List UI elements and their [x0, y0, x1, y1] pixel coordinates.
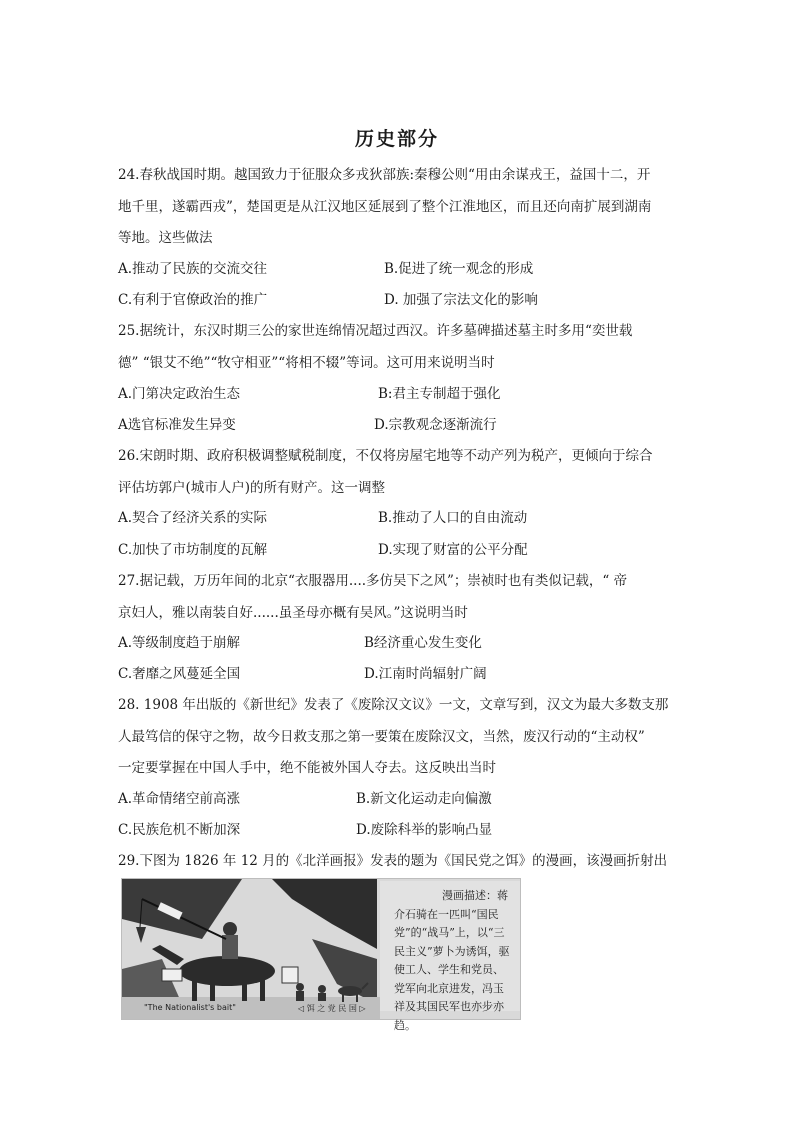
question-line: 人最笃信的保守之物，故今日救支那之第一要策在废除汉文，当然，废汉行动的“主动权”	[118, 728, 645, 745]
option-a[interactable]: A.契合了经济关系的实际	[118, 510, 268, 526]
option-c[interactable]: C.加快了市坊制度的瓦解	[118, 542, 268, 558]
question-25	[118, 316, 678, 379]
option-b[interactable]: B.新文化运动走向偏激	[356, 791, 492, 807]
options-row	[118, 503, 678, 535]
question-line: 26.宋朗时期、政府积极调整赋税制度，不仅将房屋宅地等不动产列为税产，更倾向于综合	[118, 448, 653, 464]
question-line: 评估坊郭户(城市人户)的所有财产。这一调整	[118, 479, 386, 496]
option-b[interactable]: B:君主专制超于强化	[378, 386, 501, 402]
question-line: 27.据记载，万历年间的北京“衣服器用....多仿吴下之风”；崇祯时也有类似记载，“ 帝	[118, 573, 628, 589]
options-row	[118, 379, 678, 411]
option-b[interactable]: B.推动了人口的自由流动	[378, 510, 528, 526]
options-row	[118, 535, 678, 567]
question-29	[118, 846, 678, 878]
options-row	[118, 254, 678, 286]
question-line: 德” “银艾不绝”“牧守相亚”“将相不辍”等词。这可用来说明当时	[118, 354, 495, 371]
chinese-caption: ◁ 饵 之 党 民 国 ▷	[298, 1004, 366, 1013]
option-c[interactable]: A选官标准发生异变	[118, 417, 236, 433]
question-line: 一定要掌握在中国人手中，绝不能被外国人夺去。这反映出当时	[118, 760, 496, 776]
question-line: 等地。这些做法	[118, 230, 213, 246]
options-row	[118, 784, 678, 816]
option-b[interactable]: B.促进了统一观念的形成	[384, 261, 534, 277]
question-line: 29.下图为 1826 年 12 月的《北洋画报》发表的题为《国民党之饵》的漫画，该漫画折射出	[118, 853, 668, 869]
question-line: 24.春秋战国时期。越国致力于征服众多戎狄部族:秦穆公则“用由余谋戎王，益国十二，开	[118, 167, 651, 183]
option-d[interactable]: D.实现了财富的公平分配	[378, 542, 528, 558]
question-line: 京妇人，雅以南装自好......虽圣母亦概有吴风。”这说明当时	[118, 604, 468, 621]
question-line: 地千里，遂霸西戎”，楚国更是从江汉地区延展到了整个江淮地区，而且还向南扩展到湖南	[118, 198, 652, 215]
option-d[interactable]: D.宗教观念逐渐流行	[374, 417, 497, 433]
cartoon-image	[121, 878, 521, 1032]
options-row	[118, 285, 678, 317]
option-a[interactable]: A.革命情绪空前高涨	[118, 791, 241, 807]
option-a[interactable]: A.推动了民族的交流交往	[118, 261, 268, 277]
options-row	[118, 815, 678, 847]
question-26	[118, 441, 678, 504]
option-c[interactable]: C.奢靡之风蔓延全国	[118, 666, 241, 682]
question-28	[118, 690, 678, 785]
option-d[interactable]: D.废除科举的影响凸显	[356, 822, 493, 838]
options-row	[118, 628, 678, 660]
question-27	[118, 566, 678, 629]
option-c[interactable]: C.民族危机不断加深	[118, 822, 241, 838]
section-title: 历史部分	[354, 128, 439, 150]
option-d[interactable]: D. 加强了宗法文化的影响	[384, 292, 538, 308]
question-line: 25.据统计，东汉时期三公的家世连绵情况超过西汉。许多墓碑描述墓主时多用“奕世载	[118, 323, 633, 339]
option-c[interactable]: C.有利于官僚政治的推广	[118, 292, 268, 308]
cartoon-caption: 漫画描述：蒋介石骑在一匹叫“国民党”的“战马”上，以“三民主义”萝卜为诱饵，驱使工人、学生和党员、党军向北京进发，冯玉祥及其国民军也亦步亦趋。	[394, 889, 510, 1032]
option-b[interactable]: B经济重心发生变化	[364, 635, 482, 651]
options-row	[118, 410, 678, 442]
question-24	[118, 160, 678, 255]
english-caption: "The Nationalist's bait"	[144, 1003, 236, 1012]
option-a[interactable]: A.等级制度趋于崩解	[118, 635, 241, 651]
options-row	[118, 659, 678, 691]
option-d[interactable]: D.江南时尚辐射广阔	[364, 666, 487, 682]
option-a[interactable]: A.门第决定政治生态	[118, 386, 241, 402]
question-line: 28. 1908 年出版的《新世纪》发表了《废除汉文议》一文，文章写到，汉文为最大多数支那	[118, 697, 669, 713]
